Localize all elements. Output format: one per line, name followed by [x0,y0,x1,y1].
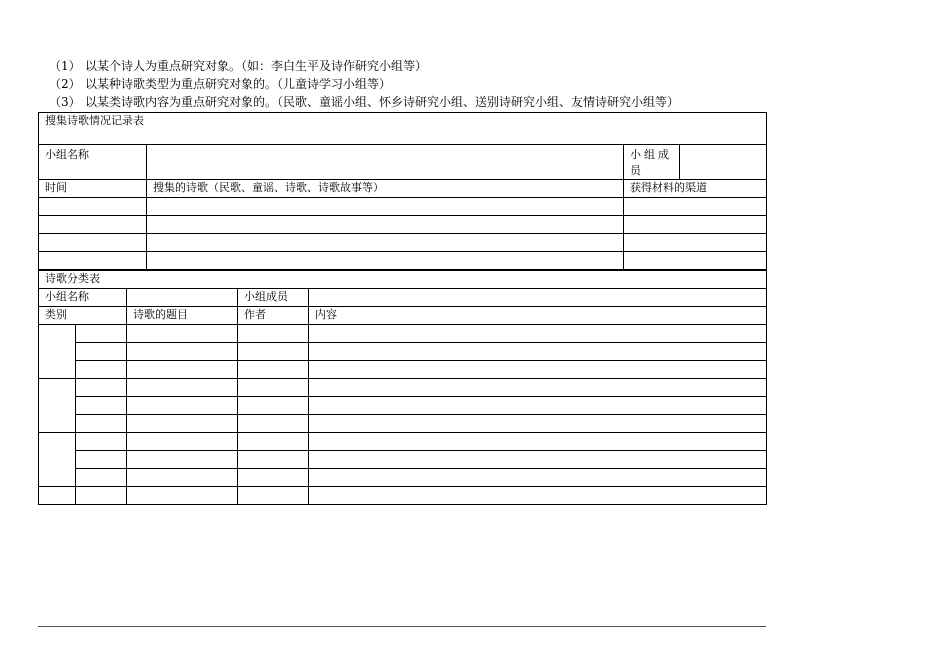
content-cell[interactable] [309,325,767,343]
table-row [39,252,767,270]
table-row [39,451,767,469]
table-title-row [39,271,767,289]
author-cell[interactable] [238,325,309,343]
channel-cell[interactable] [624,234,767,252]
category-cell[interactable] [39,379,76,433]
members-label: 小组成员 [238,289,309,307]
classification-table-title: 诗歌分类表 [39,271,767,289]
author-cell[interactable] [238,433,309,451]
poem-title-cell[interactable] [127,379,238,397]
sub-cell[interactable] [76,361,127,379]
author-cell[interactable] [238,487,309,505]
intro-text: 以某种诗歌类型为重点研究对象的。（儿童诗学习小组等） [85,77,392,91]
poem-collection-table [38,112,767,270]
col-category-header: 类别 [39,307,127,325]
table-row [39,379,767,397]
poem-title-cell[interactable] [127,487,238,505]
category-cell[interactable] [39,487,76,505]
content-cell[interactable] [309,361,767,379]
table-title-row [39,113,767,145]
author-cell[interactable] [238,379,309,397]
col-poems-header: 搜集的诗歌（民歌、童谣、诗歌、诗歌故事等） [147,180,624,198]
category-cell[interactable] [39,325,76,379]
content-cell[interactable] [309,415,767,433]
poems-cell[interactable] [147,198,624,216]
collection-table-title: 搜集诗歌情况记录表 [39,113,767,145]
members-label: 小组成员 [624,145,680,180]
table-row [39,216,767,234]
sub-cell[interactable] [76,487,127,505]
content-cell[interactable] [309,451,767,469]
table-row [39,361,767,379]
channel-cell[interactable] [624,216,767,234]
table-row [39,397,767,415]
content-cell[interactable] [309,487,767,505]
intro-number: （1） [49,59,81,73]
poem-title-cell[interactable] [127,433,238,451]
content-cell[interactable] [309,343,767,361]
channel-cell[interactable] [624,252,767,270]
content-cell[interactable] [309,433,767,451]
time-cell[interactable] [39,198,147,216]
table-row [39,433,767,451]
members-cell[interactable] [309,289,767,307]
col-author-header: 作者 [238,307,309,325]
poem-title-cell[interactable] [127,469,238,487]
group-info-row [39,145,767,180]
col-poem-title-header: 诗歌的题目 [127,307,238,325]
time-cell[interactable] [39,252,147,270]
intro-line-1 [49,58,427,74]
intro-number: （3） [49,95,81,109]
time-cell[interactable] [39,234,147,252]
author-cell[interactable] [238,415,309,433]
col-channel-header: 获得材料的渠道 [624,180,767,198]
group-info-row [39,289,767,307]
group-name-label: 小组名称 [39,289,127,307]
intro-number: （2） [49,77,81,91]
header-row [39,180,767,198]
table-row [39,487,767,505]
sub-cell[interactable] [76,433,127,451]
table-row [39,343,767,361]
footer-divider [38,626,766,627]
group-name-cell[interactable] [147,145,624,180]
content-cell[interactable] [309,397,767,415]
intro-line-2 [49,76,391,92]
members-cell[interactable] [680,145,767,180]
table-row [39,234,767,252]
time-cell[interactable] [39,216,147,234]
group-name-label: 小组名称 [39,145,147,180]
sub-cell[interactable] [76,415,127,433]
col-time-header: 时间 [39,180,147,198]
category-cell[interactable] [39,433,76,487]
header-row [39,307,767,325]
poem-title-cell[interactable] [127,325,238,343]
author-cell[interactable] [238,361,309,379]
poems-cell[interactable] [147,252,624,270]
poems-cell[interactable] [147,216,624,234]
content-cell[interactable] [309,379,767,397]
poem-title-cell[interactable] [127,361,238,379]
poem-title-cell[interactable] [127,451,238,469]
intro-line-3 [49,94,679,110]
intro-text: 以某类诗歌内容为重点研究对象的。（民歌、童谣小组、怀乡诗研究小组、送别诗研究小组、友情诗研究小组等） [85,95,680,109]
sub-cell[interactable] [76,343,127,361]
sub-cell[interactable] [76,325,127,343]
poem-classification-table [38,270,767,505]
table-row [39,325,767,343]
poems-cell[interactable] [147,234,624,252]
author-cell[interactable] [238,397,309,415]
content-cell[interactable] [309,469,767,487]
author-cell[interactable] [238,469,309,487]
intro-text: 以某个诗人为重点研究对象。（如：李白生平及诗作研究小组等） [85,59,428,73]
table-row [39,198,767,216]
poem-title-cell[interactable] [127,397,238,415]
poem-title-cell[interactable] [127,343,238,361]
sub-cell[interactable] [76,469,127,487]
sub-cell[interactable] [76,397,127,415]
sub-cell[interactable] [76,379,127,397]
table-row [39,469,767,487]
author-cell[interactable] [238,343,309,361]
group-name-cell[interactable] [127,289,238,307]
sub-cell[interactable] [76,451,127,469]
table-row [39,415,767,433]
channel-cell[interactable] [624,198,767,216]
poem-title-cell[interactable] [127,415,238,433]
author-cell[interactable] [238,451,309,469]
col-content-header: 内容 [309,307,767,325]
